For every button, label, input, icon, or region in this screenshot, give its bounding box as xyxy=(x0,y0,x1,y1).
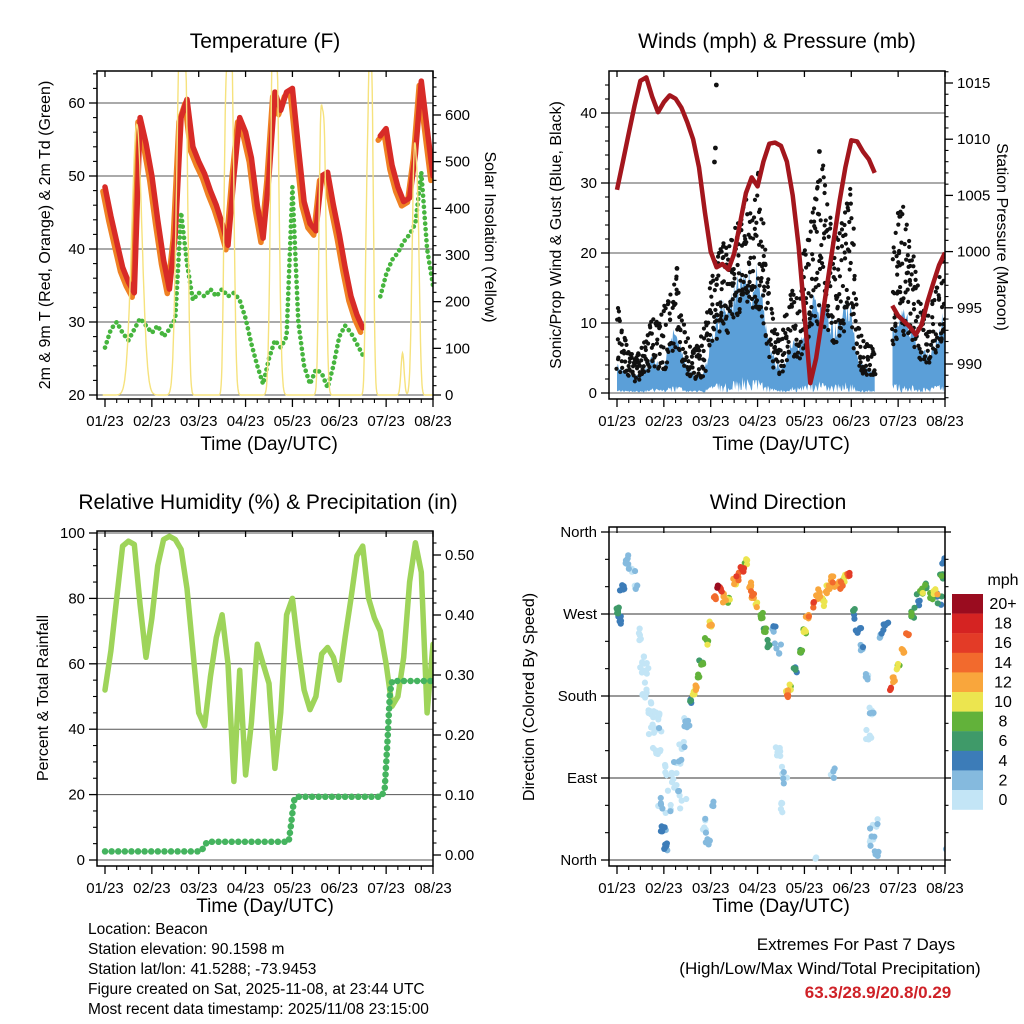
svg-text:30: 30 xyxy=(580,175,597,192)
svg-text:1015: 1015 xyxy=(957,75,991,92)
temperature-chart-title: Temperature (F) xyxy=(189,30,341,53)
humidity-xaxis-label: Time (Day/UTC) xyxy=(196,896,334,917)
wind-gust-series xyxy=(614,77,947,392)
extremes-values: 63.3/28.9/20.8/0.29 xyxy=(804,983,952,1002)
svg-text:14: 14 xyxy=(994,654,1012,672)
svg-text:West: West xyxy=(563,606,597,624)
speed-colorbar xyxy=(952,594,1017,810)
station-location: Location: Beacon xyxy=(88,921,208,938)
svg-text:02/23: 02/23 xyxy=(133,880,171,897)
wind-direction-chart-title: Wind Direction xyxy=(709,491,847,514)
svg-text:03/23: 03/23 xyxy=(179,413,218,430)
svg-text:02/23: 02/23 xyxy=(133,413,171,430)
svg-text:995: 995 xyxy=(957,299,983,317)
svg-text:07/23: 07/23 xyxy=(367,880,405,897)
temperature-yaxis-right-label: Solar Insolation (Yellow) xyxy=(481,151,498,323)
svg-text:East: East xyxy=(566,770,597,788)
svg-text:0.30: 0.30 xyxy=(445,667,475,684)
svg-text:08/23: 08/23 xyxy=(926,413,964,430)
svg-text:20+: 20+ xyxy=(989,596,1017,613)
svg-text:01/23: 01/23 xyxy=(598,880,636,897)
svg-text:0.20: 0.20 xyxy=(445,727,475,744)
svg-text:05/23: 05/23 xyxy=(785,413,824,430)
svg-text:40: 40 xyxy=(580,105,597,122)
svg-text:0.00: 0.00 xyxy=(445,847,475,864)
svg-text:02/23: 02/23 xyxy=(645,880,683,897)
svg-text:04/23: 04/23 xyxy=(738,413,777,430)
svg-text:1005: 1005 xyxy=(957,187,991,205)
svg-text:16: 16 xyxy=(994,635,1012,653)
svg-text:200: 200 xyxy=(445,293,471,311)
svg-text:0: 0 xyxy=(76,852,85,869)
svg-text:01/23: 01/23 xyxy=(86,413,124,430)
temperature-series xyxy=(103,71,434,395)
svg-text:South: South xyxy=(557,688,597,706)
svg-text:North: North xyxy=(560,524,597,542)
svg-text:40: 40 xyxy=(68,721,85,739)
svg-text:08/23: 08/23 xyxy=(414,880,452,897)
svg-text:04/23: 04/23 xyxy=(738,880,777,897)
svg-text:0: 0 xyxy=(998,792,1008,809)
svg-text:80: 80 xyxy=(68,590,85,608)
svg-text:0.40: 0.40 xyxy=(445,607,475,624)
svg-text:03/23: 03/23 xyxy=(691,413,730,430)
svg-text:2: 2 xyxy=(998,772,1008,790)
svg-text:05/23: 05/23 xyxy=(785,880,824,897)
svg-text:07/23: 07/23 xyxy=(879,413,917,430)
svg-text:08/23: 08/23 xyxy=(414,413,452,430)
svg-text:0.50: 0.50 xyxy=(445,547,475,564)
wind-direction-scatter xyxy=(614,552,950,862)
svg-text:400: 400 xyxy=(445,200,471,218)
wind-direction-xaxis-label: Time (Day/UTC) xyxy=(712,896,850,917)
svg-text:02/23: 02/23 xyxy=(645,413,683,430)
svg-text:North: North xyxy=(560,852,597,869)
svg-text:10: 10 xyxy=(994,694,1012,711)
svg-text:0: 0 xyxy=(445,387,454,404)
svg-text:03/23: 03/23 xyxy=(179,880,218,897)
svg-text:20: 20 xyxy=(68,786,85,804)
winds-yaxis-right-label: Station Pressure (Maroon) xyxy=(993,143,1010,331)
svg-text:08/23: 08/23 xyxy=(926,880,964,897)
svg-text:50: 50 xyxy=(68,168,85,185)
svg-text:06/23: 06/23 xyxy=(832,880,871,897)
svg-text:05/23: 05/23 xyxy=(273,413,312,430)
svg-text:06/23: 06/23 xyxy=(832,413,871,430)
svg-text:600: 600 xyxy=(445,106,471,124)
svg-text:05/23: 05/23 xyxy=(273,880,312,897)
svg-text:04/23: 04/23 xyxy=(226,880,265,897)
svg-text:01/23: 01/23 xyxy=(598,413,636,430)
svg-text:20: 20 xyxy=(68,387,85,404)
temperature-yaxis-left-label: 2m & 9m T (Red, Orange) & 2m Td (Green) xyxy=(37,80,54,390)
most-recent-data-timestamp: Most recent data timestamp: 2025/11/08 23:15:00 xyxy=(88,1001,429,1018)
svg-text:0: 0 xyxy=(588,385,597,402)
svg-text:01/23: 01/23 xyxy=(86,880,124,897)
svg-text:990: 990 xyxy=(957,356,983,373)
svg-text:06/23: 06/23 xyxy=(320,413,359,430)
svg-text:1010: 1010 xyxy=(957,131,991,149)
winds-pressure-chart-title: Winds (mph) & Pressure (mb) xyxy=(638,30,916,53)
svg-text:40: 40 xyxy=(68,241,85,258)
svg-text:500: 500 xyxy=(445,153,471,171)
svg-text:100: 100 xyxy=(59,525,85,542)
humidity-yaxis-left-label: Percent & Total Rainfall xyxy=(35,614,52,782)
svg-text:07/23: 07/23 xyxy=(367,413,405,430)
humidity-precip-chart-title: Relative Humidity (%) & Precipitation (in) xyxy=(78,491,458,514)
svg-text:100: 100 xyxy=(445,340,471,358)
svg-text:07/23: 07/23 xyxy=(879,880,917,897)
humidity-precip-series xyxy=(105,536,437,851)
svg-text:1000: 1000 xyxy=(957,243,991,261)
svg-text:03/23: 03/23 xyxy=(691,880,730,897)
svg-text:20: 20 xyxy=(580,245,597,262)
svg-text:60: 60 xyxy=(68,655,85,673)
svg-text:30: 30 xyxy=(68,314,85,331)
svg-text:06/23: 06/23 xyxy=(320,880,359,897)
extremes-block xyxy=(660,933,1000,1005)
wind-direction-yaxis-label: Direction (Colored By Speed) xyxy=(521,592,538,802)
extremes-subtitle: (High/Low/Max Wind/Total Precipitation) xyxy=(679,959,981,978)
svg-text:8: 8 xyxy=(998,713,1008,731)
svg-text:60: 60 xyxy=(68,95,85,112)
svg-text:12: 12 xyxy=(994,674,1012,692)
svg-text:10: 10 xyxy=(580,315,597,332)
figure-created-timestamp: Figure created on Sat, 2025-11-08, at 23:44 UTC xyxy=(88,981,425,998)
colorbar-title: mph xyxy=(987,572,1019,589)
temperature-xaxis-label: Time (Day/UTC) xyxy=(200,434,338,455)
station-metadata xyxy=(88,920,429,1020)
svg-text:6: 6 xyxy=(998,733,1008,751)
winds-xaxis-label: Time (Day/UTC) xyxy=(712,434,850,455)
svg-text:300: 300 xyxy=(445,246,471,264)
extremes-title: Extremes For Past 7 Days xyxy=(756,935,956,954)
svg-text:04/23: 04/23 xyxy=(226,413,265,430)
svg-text:4: 4 xyxy=(998,752,1008,770)
station-latlon: Station lat/lon: 41.5288; -73.9453 xyxy=(88,961,317,978)
svg-text:0.10: 0.10 xyxy=(445,787,475,804)
station-elevation: Station elevation: 90.1598 m xyxy=(88,941,285,958)
winds-yaxis-left-label: Sonic/Prop Wind & Gust (Blue, Black) xyxy=(548,101,565,369)
svg-text:18: 18 xyxy=(994,615,1012,633)
